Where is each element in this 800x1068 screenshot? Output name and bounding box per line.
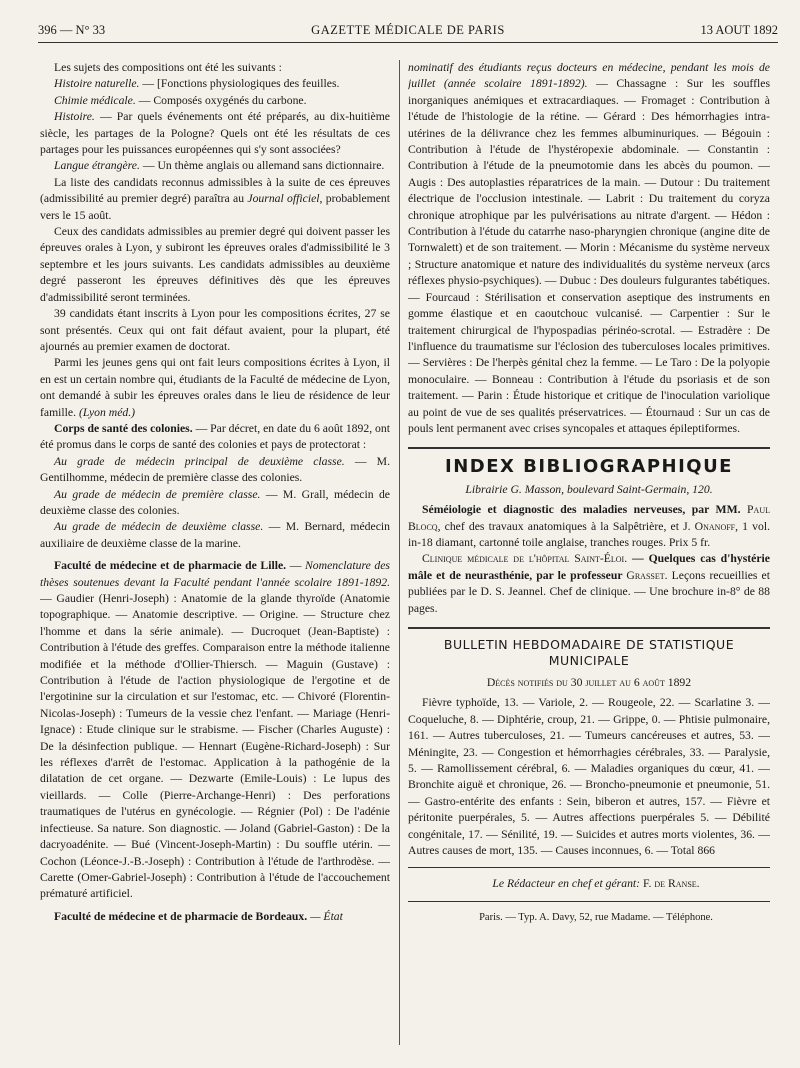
bulletin-text: Fièvre typhoïde, 13. — Variole, 2. — Rougeole, 22. — Scarlatine 3. — Coqueluche, 8. — Diphtérie, croup, 21. — Grippe, 0. — Phtisie pulmonaire, 161. — Autres tuberculoses, 21. — Tumeurs cancéreuses et autres, 53. — Méningite, 23. — Congestion et hémorrhagies cérébrales, 33. — Paralysie, 5. — Ramollissement cérébral, 6. — Maladies organiques du cœur, 41. — Bronchite aiguë et chronique, 26. — Broncho-pneumonie et pneumonie, 51. — Gastro-entérite des enfants : Sein, biberon et autres, 157. — Fièvre et péritonite puerpérales, 5. — Autres affections puerpérales 5. — Débilité congénitale, 17. — Sénilité, 19. — Suicides et autres morts violentes, 36. — Autres causes de mort, 135. — Causes inconnues, 6. — Total 866 <box>408 696 770 858</box>
section-rule <box>408 447 770 449</box>
bulletin-title: BULLETIN HEBDOMADAIRE DE STATISTIQUE MUNICIPALE <box>443 637 735 668</box>
left-column <box>40 60 390 1020</box>
paragraph: Ceux des candidats admissibles au premier degré qui doivent passer les épreuves orales à Lyon, y subiront les épreuves orales d'admissibilité le 3 septembre et les jours suivants. Les candidats admissibles au deuxième degré passeront les épreuves définitives dès que les épreuves d'admissibilité seront terminées. <box>40 225 390 304</box>
paragraph: 39 candidats étant inscrits à Lyon pour les compositions écrites, 27 se sont présentés. Ceux qui ont fait défaut avaient, pour la plupart, été ajournés au premier examen de doctorat. <box>40 307 390 353</box>
paragraph: nominatif des étudiants reçus docteurs en médecine, pendant les mois de juillet (année scolaire 1891-1892). — Chassagne : Sur les souffles inorganiques anémiques et extracardiaques. — Fromaget : Contribution à l'étude de l'histologie de la rétine. — Gérard : Des hémorrhagies intra-utérines de la délivrance chez les femmes albuminuriques. — Bégouin : Contribution à l'étude de l'hystéropexie abdominale. — Constantin : Contribution à l'étude de la pneumotomie dans les abcès du poumon. — Augis : Des autoplasties réparatrices de la main. — Dutour : Du traitement électrique de l'occlusion intestinale. — Labrit : Du traitement du coryza chronique atrophique par les pulvérisations au nitrate d'argent. — Hédon : Contribution à l'étude du catarrhe naso-pharyngien chronique (angine dite de Tornwalett) et de son traitement. — Morin : Mécanisme du système nerveux ; Structure anatomique et nature des individualités du système nerveux (arcs réflexes physio-psychiques). — Dubuc : Des douleurs fulgurantes tabétiques. — Fourcaud : Stérilisation et conservation aseptique des instruments en gomme élastique et en caoutchouc vulcanisé. — Carpentier : Sur le traitement chirurgical de l'hypospadias périnéo-scrotal. — Estradère : De l'influence du traumatisme sur l'éclosion des tuberculoses locales primitives. — Servières : De l'herpès génital chez la femme. — Le Taro : De la polyopie monoculaire. — Bonneau : Contribution à l'étude du psoriasis et de son traitement. — Parin : Étude historique et critique de l'inoculation variolique au point de vue de ses qualités préservatrices. — Étournaud : Sur un cas de pouls lent permanent avec crises syncopales et attaques épileptiformes. <box>408 61 770 435</box>
page-number: 396 — N° 33 <box>38 23 106 37</box>
bulletin-subtitle: Décès notifiés du 30 juillet au 6 août 1892 <box>486 676 692 689</box>
paragraph: La liste des candidats reconnus admissibles à la suite de ces épreuves (admissibilité au premier degré) paraîtra au Journal officiel, probablement vers le 15 août. <box>40 175 390 222</box>
bibliography-entry: Clinique médicale de l'hôpital Saint-Éloi. — Quelques cas d'hystérie mâle et de neurasthénie, par le professeur Grasset. Leçons recueillies et publiées par le D. S. Jeannel. Chef de clinique. — Une brochure in-8° de 88 pages. <box>408 552 770 615</box>
paragraph: Les sujets des compositions ont été les suivants : <box>54 61 282 74</box>
column-divider <box>399 60 400 1045</box>
section-rule <box>408 901 770 902</box>
section-heading: Faculté de médecine et de pharmacie de Bordeaux. — État <box>54 909 343 923</box>
printer-line: Paris. — Typ. A. Davy, 52, rue Madame. — Téléphone. <box>479 911 713 923</box>
paragraph: Au grade de médecin principal de deuxième classe. — M. Gentilhomme, médecin de première classe des colonies. <box>40 454 390 485</box>
paragraph: Chimie médicale. — Composés oxygénés du carbone. <box>54 93 307 107</box>
journal-title: GAZETTE MÉDICALE DE PARIS <box>311 23 505 37</box>
issue-date: 13 AOUT 1892 <box>700 23 778 37</box>
index-title: INDEX BIBLIOGRAPHIQUE <box>445 456 733 478</box>
section-heading: Corps de santé des colonies. — Par décret, en date du 6 août 1892, ont été promus dans le corps de santé des colonies et pays de protectorat : <box>40 421 390 452</box>
paragraph: Au grade de médecin de deuxième classe. — M. Bernard, médecin auxiliaire de deuxième classe de la marine. <box>40 520 390 550</box>
section-heading: Faculté de médecine et de pharmacie de Lille. — Nomenclature des thèses soutenues devant la Faculté pendant l'année scolaire 1891-1892. — Gaudier (Henri-Joseph) : Anatomie de la glande thyroïde (Anatomie topographique. — Anatomie descriptive. — Origine. — Structure chez l'homme et dans la série animale). — Ducroquet (Jean-Baptiste) : Contribution à l'étude des greffes. Comparaison entre la méthode italienne modifiée et la méthode d'Ollier-Thiersch. — Maguin (Gustave) : Contribution à l'étude de l'action physiologique de l'ergotine et de l'ergotinine sur la circulation et sur l'estomac, etc. — Chivoré (Florentin-Nicolas-Joseph) : Tumeurs de la vessie chez l'enfant. — Mariage (Henri-Ignace) : Etude clinique sur le strabisme. — Fischer (Charles Auguste) : De la désinfection publique. — Hennart (Eugène-Richard-Joseph) : Sur les réflexes d'arrêt de l'estomac. Application à la pathogénie de la dilatation de cet organe. — Dezwarte (Emile-Louis) : Le lupus des vieillards. — Colle (Pierre-Archange-Henri) : Des perforations traumatiques de l'utérus en gynécologie. — Régnier (Pol) : De l'adénie infectieuse. Sa nature. Son diagnostic. — Joland (Gabriel-Gaston) : De la dacryoadénite. — Bué (Vincent-Joseph-Martin) : Du souffle utérin. — Cochon (Léonce-J.-B.-Joseph) : Contribution à l'étude de l'arthrodèse. — Carette (Omer-Gabriel-Joseph) : Contribution à l'étude de l'accouchement prématuré artificiel. <box>40 559 390 901</box>
paragraph: Langue étrangère. — Un thème anglais ou allemand sans dictionnaire. <box>54 159 385 173</box>
paragraph: Au grade de médecin de première classe. — M. Grall, médecin de deuxième classe des colonies. <box>40 487 390 517</box>
page-header <box>38 18 778 43</box>
index-publisher: Librairie G. Masson, boulevard Saint-Germain, 120. <box>465 482 713 496</box>
section-rule <box>408 867 770 868</box>
right-column <box>408 60 770 1020</box>
paragraph: Histoire. — Par quels événements ont été préparés, au dix-huitième siècle, les partages de la Pologne? Quels ont été les résultats de ces partages pour les puissances européennes qui s'y sont associées? <box>40 110 390 157</box>
section-rule <box>408 627 770 629</box>
paragraph: Histoire naturelle. — [Fonctions physiologiques des feuilles. <box>54 77 340 91</box>
paragraph: Parmi les jeunes gens qui ont fait leurs compositions écrites à Lyon, il en est un certain nombre qui, étudiants de la Faculté de médecine de Lyon, ont demandé à subir les épreuves orales dans le lieu de résidence de leur famille. (Lyon méd.) <box>40 356 390 419</box>
editor-line: Le Rédacteur en chef et gérant: F. de Ranse. <box>492 877 700 891</box>
bibliography-entry: Séméiologie et diagnostic des maladies nerveuses, par MM. Paul Blocq, chef des travaux anatomiques à la Salpêtrière, et J. Onanoff, 1 vol. in-18 diamant, cartonné toile anglaise, tranches rouges. Prix 5 fr. <box>408 503 770 549</box>
